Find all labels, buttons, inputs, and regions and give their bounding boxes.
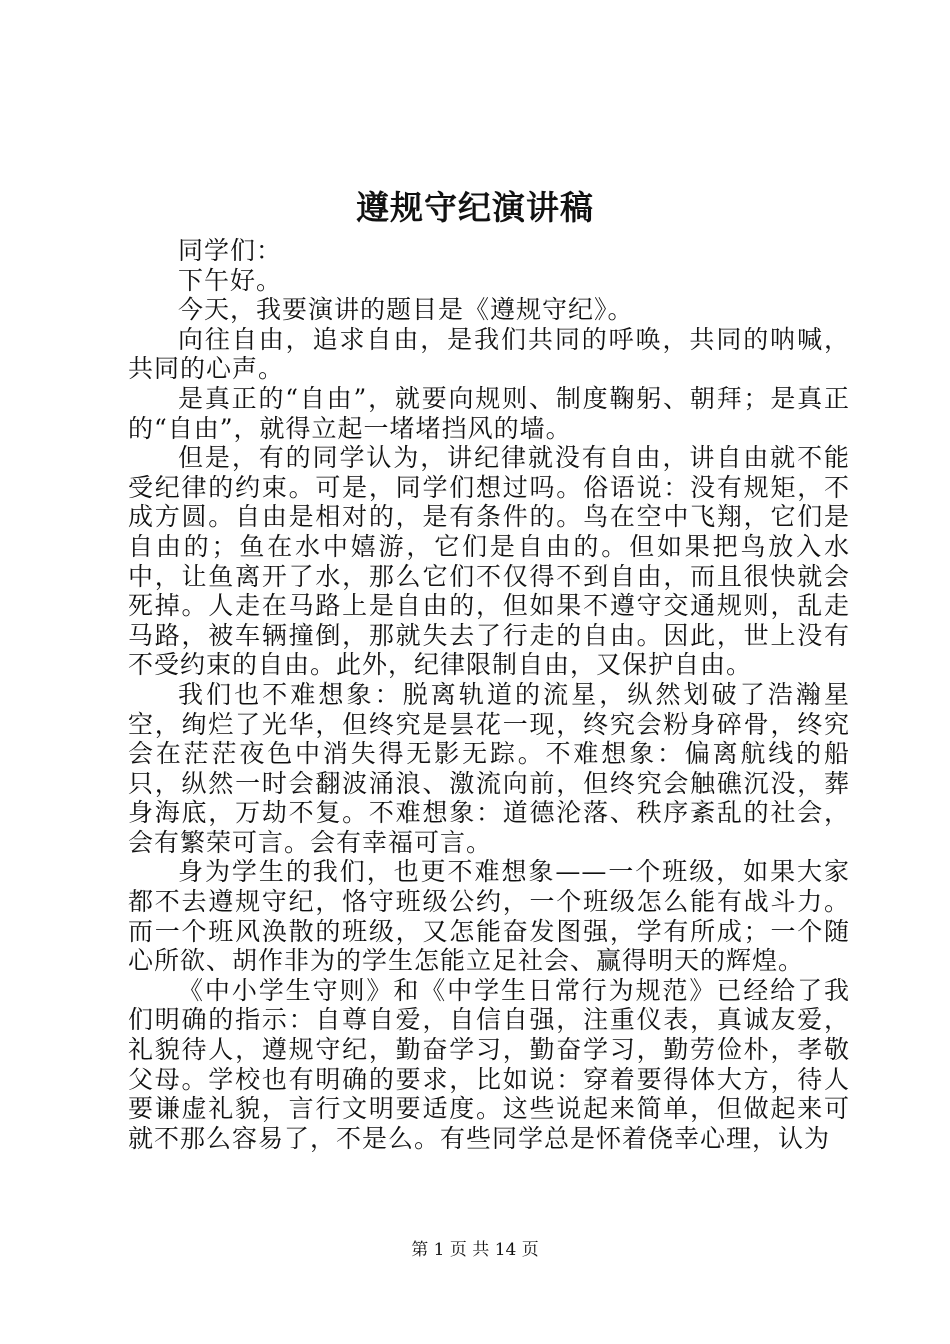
document-body [128,236,850,1153]
page-number-footer: 第 1 页 共 14 页 [411,1240,539,1260]
paragraph: 身为学生的我们，也更不难想象——一个班级，如果大家都不去遵规守纪，恪守班级公约，一个班级怎么能有战斗力。而一个班风涣散的班级，又怎能奋发图强，学有所成；一个随心所欲、胡作非为的学生怎能立足社会、赢得明天的辉煌。 [128,857,850,976]
paragraph: 下午好。 [178,265,283,295]
paragraph: 我们也不难想象：脱离轨道的流星，纵然划破了浩瀚星空，绚烂了光华，但终究是昙花一现，终究会粉身碎骨，终究会在茫茫夜色中消失得无影无踪。不难想象：偏离航线的船只，纵然一时会翻波涌浪、激流向前，但终究会触礁沉没，葬身海底，万劫不复。不难想象：道德沦落、秩序紊乱的社会，会有繁荣可言。会有幸福可言。 [128,679,850,857]
paragraph: 《中小学生守则》和《中学生日常行为规范》已经给了我们明确的指示：自尊自爱，自信自强，注重仪表，真诚友爱，礼貌待人，遵规守纪，勤奋学习，勤奋学习，勤劳俭朴，孝敬父母。学校也有明确的要求，比如说：穿着要得体大方，待人要谦虚礼貌，言行文明要适度。这些说起来简单，但做起来可就不那么容易了，不是么。有些同学总是怀着侥幸心理，认为 [128,975,850,1153]
document-title: 遵规守纪演讲稿 [356,188,594,227]
paragraph: 今天，我要演讲的题目是《遵规守纪》。 [178,295,634,325]
paragraph: 但是，有的同学认为，讲纪律就没有自由，讲自由就不能受纪律的约束。可是，同学们想过吗。俗语说：没有规矩，不成方圆。自由是相对的，是有条件的。鸟在空中飞翔，它们是自由的；鱼在水中嬉游，它们是自由的。但如果把鸟放入水中，让鱼离开了水，那么它们不仅得不到自由，而且很快就会死掉。人走在马路上是自由的，但如果不遵守交通规则，乱走马路，被车辆撞倒，那就失去了行走的自由。因此，世上没有不受约束的自由。此外，纪律限制自由，又保护自由。 [128,443,850,680]
paragraph: 同学们： [178,236,283,265]
paragraph: 是真正的“自由”，就要向规则、制度鞠躬、朝拜；是真正的“自由”，就得立起一堵堵挡风的墙。 [128,383,850,443]
paragraph: 向往自由，追求自由，是我们共同的呼唤，共同的呐喊，共同的心声。 [128,324,850,384]
